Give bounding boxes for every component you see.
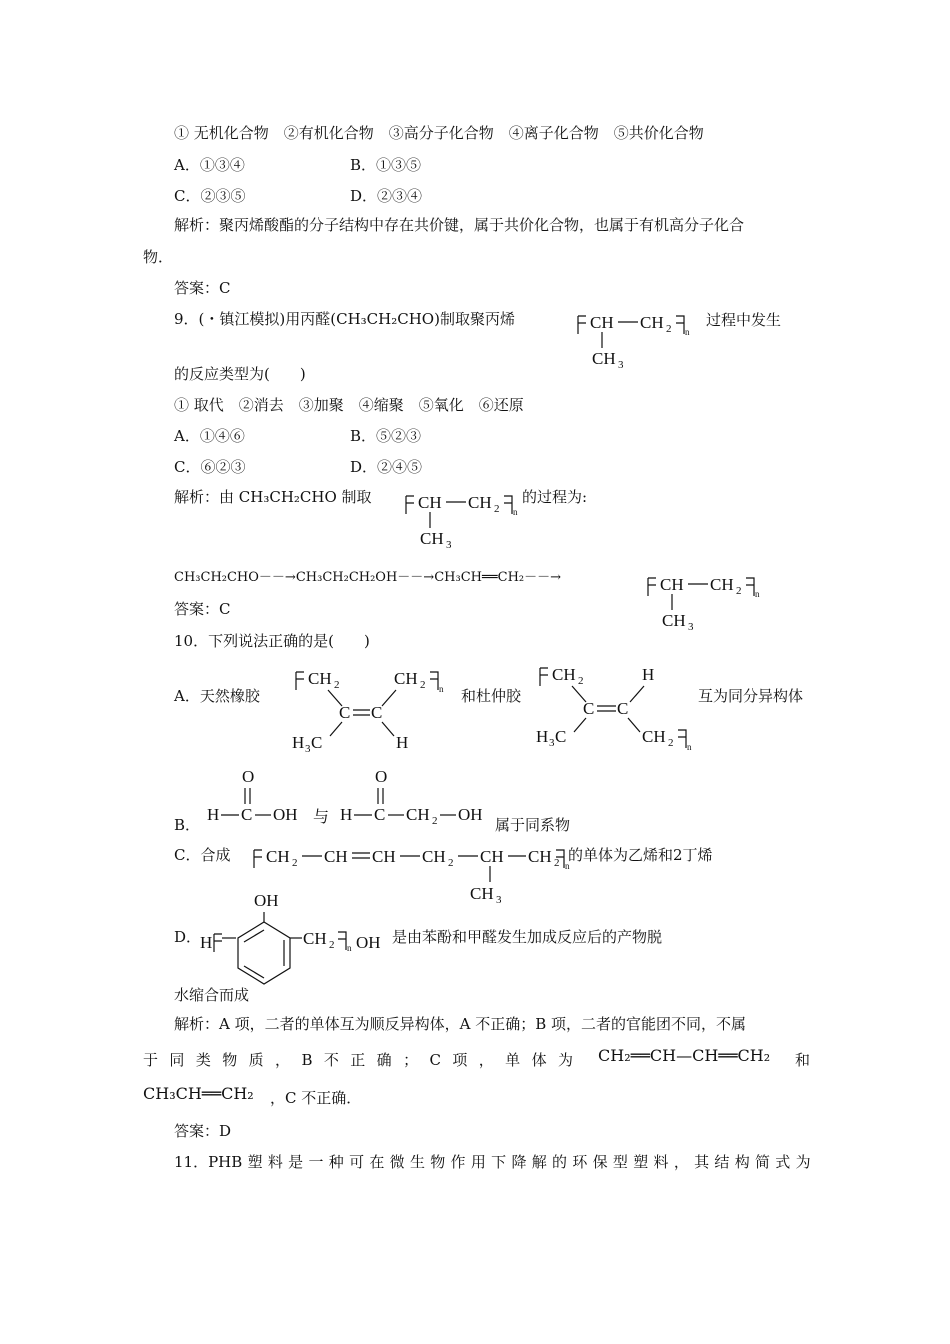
q10-analysis-word: 于 bbox=[143, 1051, 159, 1069]
q10-option-b-yu: 与 bbox=[313, 807, 330, 826]
q11-stem-word: 塑 bbox=[633, 1153, 649, 1171]
formula-n: n bbox=[685, 327, 690, 337]
q11-stem-word: 料 bbox=[653, 1153, 669, 1171]
formula-oh: OH bbox=[458, 805, 483, 824]
q9-answer: 答案：C bbox=[174, 600, 231, 618]
q11-stem-word: 塑 bbox=[247, 1153, 263, 1171]
formula-ch3: CH bbox=[420, 529, 444, 548]
q11-stem-word: 生 bbox=[409, 1153, 425, 1171]
formula-h3c: H bbox=[536, 727, 549, 746]
q10-option-b-label: B． bbox=[174, 816, 201, 834]
formula-sub2: 2 bbox=[554, 857, 560, 869]
bracket-right bbox=[676, 316, 684, 334]
formula-ch: CH bbox=[590, 313, 614, 332]
q10-option-d-label: D． bbox=[174, 928, 202, 946]
formula-ch3: CH bbox=[592, 349, 616, 368]
q10-analysis-word: B bbox=[301, 1051, 313, 1069]
q10-analysis-line3-tail: ，C 不正确． bbox=[270, 1089, 362, 1107]
q11-stem-word: 在 bbox=[369, 1153, 385, 1171]
formula-n: n bbox=[347, 943, 352, 953]
q10-option-a-mid: 和杜仲胶 bbox=[461, 687, 522, 705]
formula-ch2: CH bbox=[406, 805, 430, 824]
formula-h: H bbox=[642, 665, 655, 684]
q10-stem: 10．下列说法正确的是( ) bbox=[174, 632, 370, 650]
q10-analysis-word: 体 bbox=[531, 1051, 547, 1069]
q10-natural-rubber-formula bbox=[288, 658, 463, 753]
formula-ch2: CH bbox=[552, 665, 576, 684]
q9-analysis-polypropylene-formula bbox=[396, 484, 536, 554]
formula-c: C bbox=[555, 727, 567, 746]
formula-ch: CH bbox=[324, 847, 348, 866]
formula-sub3: 3 bbox=[688, 621, 694, 633]
formula-h: H bbox=[396, 733, 409, 752]
q11-stem-word: 其 bbox=[694, 1153, 710, 1171]
formula-oh: OH bbox=[356, 933, 381, 952]
formula-ch: CH bbox=[418, 493, 442, 512]
q11-stem-word: 保 bbox=[592, 1153, 608, 1171]
formula-sub3: 3 bbox=[305, 743, 311, 755]
q10-answer: 答案：D bbox=[174, 1122, 232, 1140]
q9-route-product-formula bbox=[638, 566, 778, 636]
formula-sub2: 2 bbox=[329, 939, 335, 951]
q9-stem-line2: 的反应类型为( ) bbox=[174, 365, 306, 383]
formula-o: O bbox=[242, 767, 255, 786]
formula-ch: CH bbox=[372, 847, 396, 866]
q10-option-d-tail: 是由苯酚和甲醛发生加成反应后的产物脱 bbox=[392, 928, 663, 946]
q11-stem-word: 简 bbox=[755, 1153, 771, 1171]
formula-o: O bbox=[375, 767, 388, 786]
formula-phenol-h: H bbox=[200, 933, 213, 952]
formula-n: n bbox=[439, 684, 444, 694]
q11-stem-word: 下 bbox=[491, 1153, 507, 1171]
q10-analysis-word: 物 bbox=[222, 1051, 238, 1069]
q8-options-line: ① 无机化合物 ②有机化合物 ③高分子化合物 ④离子化合物 ⑤共价化合物 bbox=[174, 124, 704, 142]
formula-sub3: 3 bbox=[549, 737, 555, 749]
formula-ch2: CH bbox=[308, 669, 332, 688]
formula-c: C bbox=[371, 703, 383, 722]
formula-sub2: 2 bbox=[292, 857, 298, 869]
q10-analysis-word: 同 bbox=[169, 1051, 185, 1069]
q11-stem-word: 一 bbox=[308, 1153, 324, 1171]
q9-options-line: ① 取代 ②消去 ③加聚 ④缩聚 ⑤氧化 ⑥还原 bbox=[174, 396, 524, 414]
formula-ch3: CH bbox=[662, 611, 686, 630]
formula-ch2: CH bbox=[266, 847, 290, 866]
formula-c: C bbox=[374, 805, 386, 824]
formula-sub3: 3 bbox=[496, 894, 502, 906]
q8-option-c: C．②③⑤ bbox=[174, 187, 246, 205]
q11-stem bbox=[143, 1152, 811, 1172]
q11-stem-word: 11．PHB bbox=[174, 1153, 243, 1171]
q10-analysis-word: 正 bbox=[350, 1051, 366, 1069]
formula-n: n bbox=[513, 507, 518, 517]
formula-n: n bbox=[565, 861, 570, 871]
q10-analysis-word: ， bbox=[275, 1051, 291, 1069]
q8-option-b: B．①③⑤ bbox=[350, 156, 422, 174]
q9-option-c: C．⑥②③ bbox=[174, 458, 246, 476]
q10-analysis-line2-tail: 和 bbox=[795, 1051, 811, 1069]
q11-stem-word: 构 bbox=[734, 1153, 750, 1171]
formula-c: C bbox=[241, 805, 253, 824]
formula-c: C bbox=[311, 733, 323, 752]
q9-stem: 9．(・镇江模拟)用丙醛(CH₃CH₂CHO)制取聚丙烯 bbox=[174, 310, 515, 328]
q11-stem-word: 物 bbox=[430, 1153, 446, 1171]
q10-analysis-word: 类 bbox=[195, 1051, 211, 1069]
q11-stem-word: 用 bbox=[470, 1153, 486, 1171]
q11-stem-word: 降 bbox=[511, 1153, 527, 1171]
q11-stem-word: 结 bbox=[714, 1153, 730, 1171]
q10-formic-acid-formula bbox=[205, 764, 305, 834]
q11-stem-word: 式 bbox=[775, 1153, 791, 1171]
formula-sub2: 2 bbox=[432, 815, 438, 827]
q10-analysis-butadiene-formula: CH₂══CH—CH══CH₂ bbox=[598, 1046, 771, 1065]
q8-option-a: A．①③④ bbox=[174, 156, 245, 174]
formula-sub2: 2 bbox=[420, 679, 426, 691]
formula-h: H bbox=[207, 805, 220, 824]
formula-ch: CH bbox=[660, 575, 684, 594]
q8-option-d: D．②③④ bbox=[350, 187, 423, 205]
q10-analysis-word: ， bbox=[478, 1051, 494, 1069]
q10-option-a-label: A．天然橡胶 bbox=[174, 687, 260, 705]
formula-ch2: CH bbox=[394, 669, 418, 688]
q11-stem-word: 种 bbox=[328, 1153, 344, 1171]
formula-sub2: 2 bbox=[666, 323, 672, 335]
q10-option-b-tail: 属于同系物 bbox=[495, 816, 571, 834]
q9-polypropylene-formula bbox=[568, 304, 708, 374]
q9-analysis: 解析：由 CH₃CH₂CHO 制取 bbox=[174, 488, 372, 506]
formula-sub3: 3 bbox=[618, 359, 624, 371]
q11-stem-word: 型 bbox=[612, 1153, 628, 1171]
formula-ch2: CH bbox=[468, 493, 492, 512]
q9-reaction-route: CH₃CH₂CHO－－→CH₃CH₂CH₂OH－－→CH₃CH══CH₂－－→ bbox=[174, 570, 562, 585]
formula-ch2: CH bbox=[422, 847, 446, 866]
formula-sub2: 2 bbox=[578, 675, 584, 687]
formula-ch2: CH bbox=[303, 929, 327, 948]
q10-gutta-percha-formula bbox=[532, 654, 712, 752]
q10-analysis-word: ； bbox=[403, 1051, 419, 1069]
formula-ch2: CH bbox=[710, 575, 734, 594]
q8-analysis-line2: 物． bbox=[143, 248, 174, 266]
formula-phenol-oh: OH bbox=[254, 891, 279, 910]
formula-h3c: H bbox=[292, 733, 305, 752]
bracket-left bbox=[578, 316, 586, 334]
formula-ch3: CH bbox=[470, 884, 494, 903]
q8-analysis-line1: 解析：聚丙烯酸酯的分子结构中存在共价键，属于共价化合物，也属于有机高分子化合 bbox=[174, 216, 745, 234]
q9-analysis-tail: 的过程为: bbox=[522, 488, 588, 506]
formula-sub2: 2 bbox=[448, 857, 454, 869]
q11-stem-word: 的 bbox=[552, 1153, 568, 1171]
q11-stem-word: ， bbox=[673, 1153, 689, 1171]
formula-sub2: 2 bbox=[494, 503, 500, 515]
formula-c: C bbox=[617, 699, 629, 718]
q10-option-a-tail: 互为同分异构体 bbox=[698, 687, 804, 705]
q9-option-d: D．②④⑤ bbox=[350, 458, 423, 476]
formula-ch2: CH bbox=[640, 313, 664, 332]
q11-stem-word: 是 bbox=[288, 1153, 304, 1171]
formula-sub2: 2 bbox=[668, 737, 674, 749]
q11-stem-word: 解 bbox=[531, 1153, 547, 1171]
formula-c: C bbox=[583, 699, 595, 718]
formula-c: C bbox=[339, 703, 351, 722]
q11-stem-word: 为 bbox=[795, 1153, 811, 1171]
q8-answer: 答案：C bbox=[174, 279, 231, 297]
q9-option-b: B．⑤②③ bbox=[350, 427, 422, 445]
q10-analysis-line2 bbox=[143, 1050, 573, 1070]
formula-sub2: 2 bbox=[334, 679, 340, 691]
formula-ch2: CH bbox=[528, 847, 552, 866]
q10-glycolic-acid-formula bbox=[338, 764, 498, 834]
q9-stem-tail: 过程中发生 bbox=[706, 311, 782, 329]
q10-analysis-word: 单 bbox=[505, 1051, 521, 1069]
q10-analysis-word: C bbox=[429, 1051, 441, 1069]
formula-sub2: 2 bbox=[736, 585, 742, 597]
formula-ch2: CH bbox=[642, 727, 666, 746]
q10-analysis-word: 不 bbox=[323, 1051, 339, 1069]
formula-n: n bbox=[755, 589, 760, 599]
formula-n: n bbox=[687, 742, 692, 752]
q9-option-a: A．①④⑥ bbox=[174, 427, 245, 445]
q11-stem-word: 可 bbox=[349, 1153, 365, 1171]
q10-analysis-word: 质 bbox=[248, 1051, 264, 1069]
formula-sub3: 3 bbox=[446, 539, 452, 551]
q11-stem-word: 作 bbox=[450, 1153, 466, 1171]
q11-stem-word: 环 bbox=[572, 1153, 588, 1171]
q10-option-c-tail: 的单体为乙烯和2丁烯 bbox=[568, 846, 713, 864]
formula-oh: OH bbox=[273, 805, 298, 824]
q10-phenolic-resin-formula bbox=[198, 888, 398, 988]
q10-option-d-line2: 水缩合而成 bbox=[174, 986, 250, 1004]
formula-ch: CH bbox=[480, 847, 504, 866]
q10-option-c-label: C．合成 bbox=[174, 846, 231, 864]
q11-stem-word: 料 bbox=[267, 1153, 283, 1171]
q10-analysis-word: 为 bbox=[557, 1051, 573, 1069]
formula-h: H bbox=[340, 805, 353, 824]
q10-analysis-word: 项 bbox=[452, 1051, 468, 1069]
q10-analysis-propene-formula: CH₃CH══CH₂ bbox=[143, 1084, 254, 1103]
q11-stem-word: 微 bbox=[389, 1153, 405, 1171]
benzene-ring bbox=[238, 922, 290, 984]
q10-analysis-line1: 解析：A 项，二者的单体互为顺反异构体，A 不正确；B 项，二者的官能团不同，不属 bbox=[174, 1015, 746, 1033]
q10-analysis-word: 确 bbox=[376, 1051, 392, 1069]
